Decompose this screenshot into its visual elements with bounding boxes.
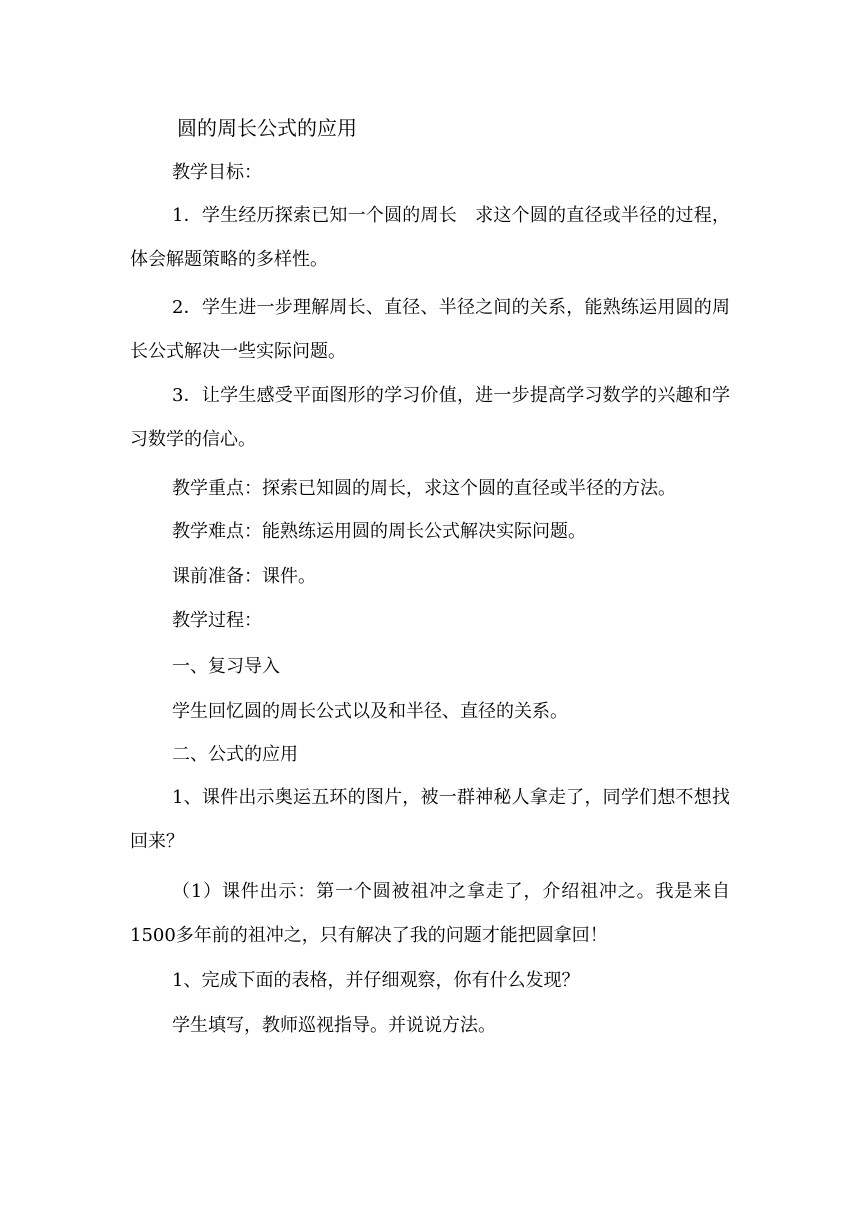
preparation-line: 课前准备：课件。 (172, 566, 316, 587)
process-heading: 教学过程： (172, 610, 262, 631)
goal-2-paragraph: 2．学生进一步理解周长、直径、半径之间的关系，能熟练运用圆的周长公式解决一些实际问题。 (130, 297, 730, 362)
difficulty-line: 教学难点：能熟练运用圆的周长公式解决实际问题。 (172, 521, 586, 542)
goal-3-paragraph: 3．让学生感受平面图形的学习价值，进一步提高学习数学的兴趣和学习数学的信心。 (130, 385, 730, 450)
task-1-text: 学生填写，教师巡视指导。并说说方法。 (172, 1015, 496, 1036)
goals-heading: 教学目标： (172, 162, 262, 183)
section-1-text: 学生回忆圆的周长公式以及和半径、直径的关系。 (172, 701, 568, 722)
goal-1-paragraph: 1．学生经历探索已知一个圆的周长 求这个圆的直径或半径的过程，体会解题策略的多样性。 (130, 205, 730, 270)
key-point-line: 教学重点：探索已知圆的周长，求这个圆的直径或半径的方法。 (172, 478, 676, 499)
section-2-heading: 二、公式的应用 (172, 744, 298, 765)
section-1-heading: 一、复习导入 (172, 656, 280, 677)
item-1-paragraph: 1、课件出示奥运五环的图片，被一群神秘人拿走了，同学们想不想找回来？ (130, 787, 730, 852)
task-1-line: 1、完成下面的表格，并仔细观察，你有什么发现？ (172, 970, 580, 991)
item-1-sub-paragraph: （1）课件出示：第一个圆被祖冲之拿走了，介绍祖冲之。我是来自1500多年前的祖冲之，只有解决了我的问题才能把圆拿回！ (130, 881, 730, 946)
document-title: 圆的周长公式的应用 (177, 116, 357, 140)
